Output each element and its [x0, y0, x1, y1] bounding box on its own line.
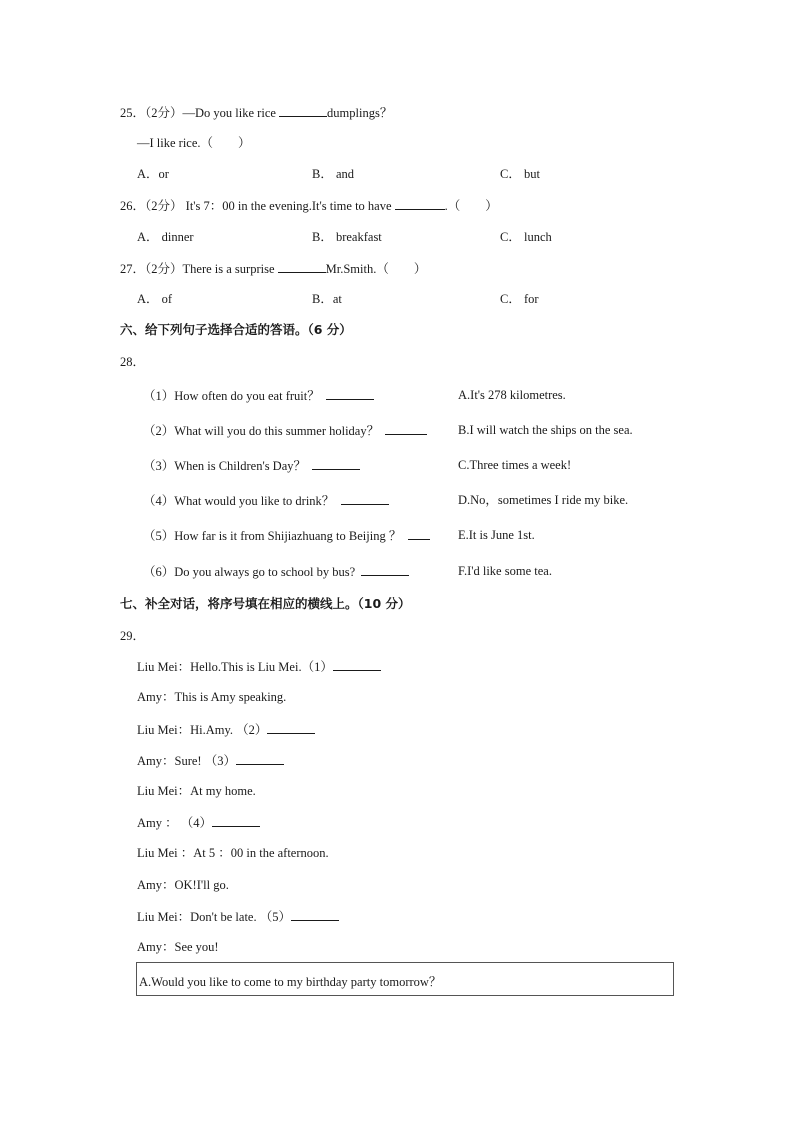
q26-text-a: It's 7：00 in the evening.It's time to have	[182, 199, 395, 213]
q26-text-b: .（ ）	[444, 199, 498, 213]
q27-option-c[interactable]	[500, 291, 539, 307]
item-question: How far is it from Shijiazhuang to Beijing ？	[174, 529, 402, 543]
option-text: for	[523, 292, 539, 306]
q28-item-5	[143, 527, 430, 544]
q29-number: 29．	[120, 629, 146, 643]
dialogue-blank-3[interactable]	[236, 752, 284, 765]
option-letter: C．	[500, 230, 521, 244]
q28-answer-c: C.Three times a week!	[458, 458, 572, 472]
dialogue-line-6	[137, 814, 260, 831]
option-text: dinner	[161, 230, 194, 244]
section-6-heading: 六、给下列句子选择合适的答语。（6 分）	[120, 322, 352, 337]
q27-score: （2分）	[145, 262, 183, 276]
item-question: What would you like to drink？	[174, 494, 335, 508]
item-number: （1）	[143, 389, 175, 403]
q28-item-6	[143, 563, 409, 580]
item-number: （6）	[143, 565, 175, 579]
q25-line2: —I like rice.（ ）	[137, 136, 251, 150]
dialogue-blank-1[interactable]	[333, 658, 381, 671]
q28-answer-b: B.I will watch the ships on the sea.	[458, 423, 633, 437]
q25-text-b: dumplings？	[327, 106, 393, 120]
option-letter: A．	[137, 167, 159, 181]
q28-answer-a: A.It's 278 kilometres.	[458, 388, 566, 402]
option-text: of	[161, 292, 173, 306]
q26-option-b[interactable]	[312, 229, 382, 245]
dialogue-text: Liu Mei：Hi.Amy. （2）	[137, 723, 268, 737]
dialogue-line-10: Amy：See you!	[137, 940, 219, 954]
q27-line1	[120, 260, 426, 277]
q25-text-a: —Do you like rice	[182, 106, 280, 120]
dialogue-line-9	[137, 908, 339, 925]
q28-answer-f: F.I'd like some tea.	[458, 564, 552, 578]
q28-blank-1[interactable]	[326, 387, 374, 400]
q25-option-b[interactable]	[312, 166, 354, 182]
dialogue-line-2: Amy：This is Amy speaking.	[137, 690, 287, 704]
option-letter: C．	[500, 292, 521, 306]
item-question: When is Children's Day？	[174, 459, 307, 473]
option-text: breakfast	[335, 230, 382, 244]
q28-answer-d: D.No，sometimes I ride my bike.	[458, 493, 629, 507]
q25-line1	[120, 104, 392, 121]
q26-line1	[120, 197, 498, 214]
option-text: but	[523, 167, 540, 181]
item-question: Do you always go to school by bus?	[174, 565, 356, 579]
option-letter: B．	[312, 230, 333, 244]
q26-option-c[interactable]	[500, 229, 552, 245]
option-text: or	[158, 167, 169, 181]
item-number: （3）	[143, 459, 175, 473]
q28-answer-e: E.It is June 1st.	[458, 528, 535, 542]
q25-option-a[interactable]	[137, 166, 169, 182]
dialogue-text: Liu Mei：Don't be late. （5）	[137, 910, 291, 924]
option-letter: A．	[137, 292, 159, 306]
dialogue-line-8: Amy：OK!I'll go.	[137, 878, 229, 892]
q26-option-a[interactable]	[137, 229, 194, 245]
item-question: What will you do this summer holiday？	[174, 424, 380, 438]
q28-blank-3[interactable]	[312, 457, 360, 470]
dialogue-blank-5[interactable]	[291, 908, 339, 921]
q28-blank-4[interactable]	[341, 492, 389, 505]
q25-number: 25．	[120, 106, 146, 120]
q25-blank[interactable]	[279, 104, 327, 117]
q28-blank-6[interactable]	[361, 563, 409, 576]
option-text: at	[332, 292, 342, 306]
section-7-heading: 七、补全对话，将序号填在相应的横线上。（10 分）	[120, 596, 411, 611]
q25-score: （2分）	[145, 106, 183, 120]
dialogue-blank-2[interactable]	[267, 721, 315, 734]
q28-item-4	[143, 492, 389, 509]
q28-item-2	[143, 422, 427, 439]
option-text: and	[335, 167, 355, 181]
q28-item-3	[143, 457, 360, 474]
dialogue-blank-4[interactable]	[212, 814, 260, 827]
dialogue-text: Amy：Sure! （3）	[137, 754, 236, 768]
box-option-a: A.Would you like to come to my birthday party tomorrow？	[139, 975, 442, 989]
item-number: （5）	[143, 529, 175, 543]
q28-blank-2[interactable]	[385, 422, 427, 435]
option-letter: B．	[312, 167, 333, 181]
q27-text-a: There is a surprise	[182, 262, 278, 276]
q27-option-b[interactable]	[312, 291, 342, 307]
option-letter: C．	[500, 167, 521, 181]
item-question: How often do you eat fruit？	[174, 389, 320, 403]
q26-score: （2分）	[145, 199, 183, 213]
q28-item-1	[143, 387, 374, 404]
dialogue-line-3	[137, 721, 315, 738]
q27-text-b: Mr.Smith.（ ）	[325, 262, 427, 276]
dialogue-line-4	[137, 752, 284, 769]
dialogue-text: Amy ： （4）	[137, 816, 213, 830]
option-letter: A．	[137, 230, 159, 244]
q26-blank[interactable]	[395, 197, 445, 210]
q28-number: 28．	[120, 355, 146, 369]
item-number: （2）	[143, 424, 175, 438]
q26-number: 26．	[120, 199, 146, 213]
q27-option-a[interactable]	[137, 291, 172, 307]
dialogue-line-1	[137, 658, 381, 675]
option-letter: B．	[312, 292, 333, 306]
q28-blank-5[interactable]	[408, 527, 430, 540]
item-number: （4）	[143, 494, 175, 508]
q27-number: 27．	[120, 262, 146, 276]
q27-blank[interactable]	[278, 260, 326, 273]
dialogue-line-7: Liu Mei ：At 5 ：00 in the afternoon.	[137, 846, 329, 860]
options-box	[136, 962, 674, 996]
dialogue-text: Liu Mei：Hello.This is Liu Mei.（1）	[137, 660, 333, 674]
dialogue-line-5: Liu Mei：At my home.	[137, 784, 256, 798]
q25-option-c[interactable]	[500, 166, 540, 182]
option-text: lunch	[523, 230, 552, 244]
